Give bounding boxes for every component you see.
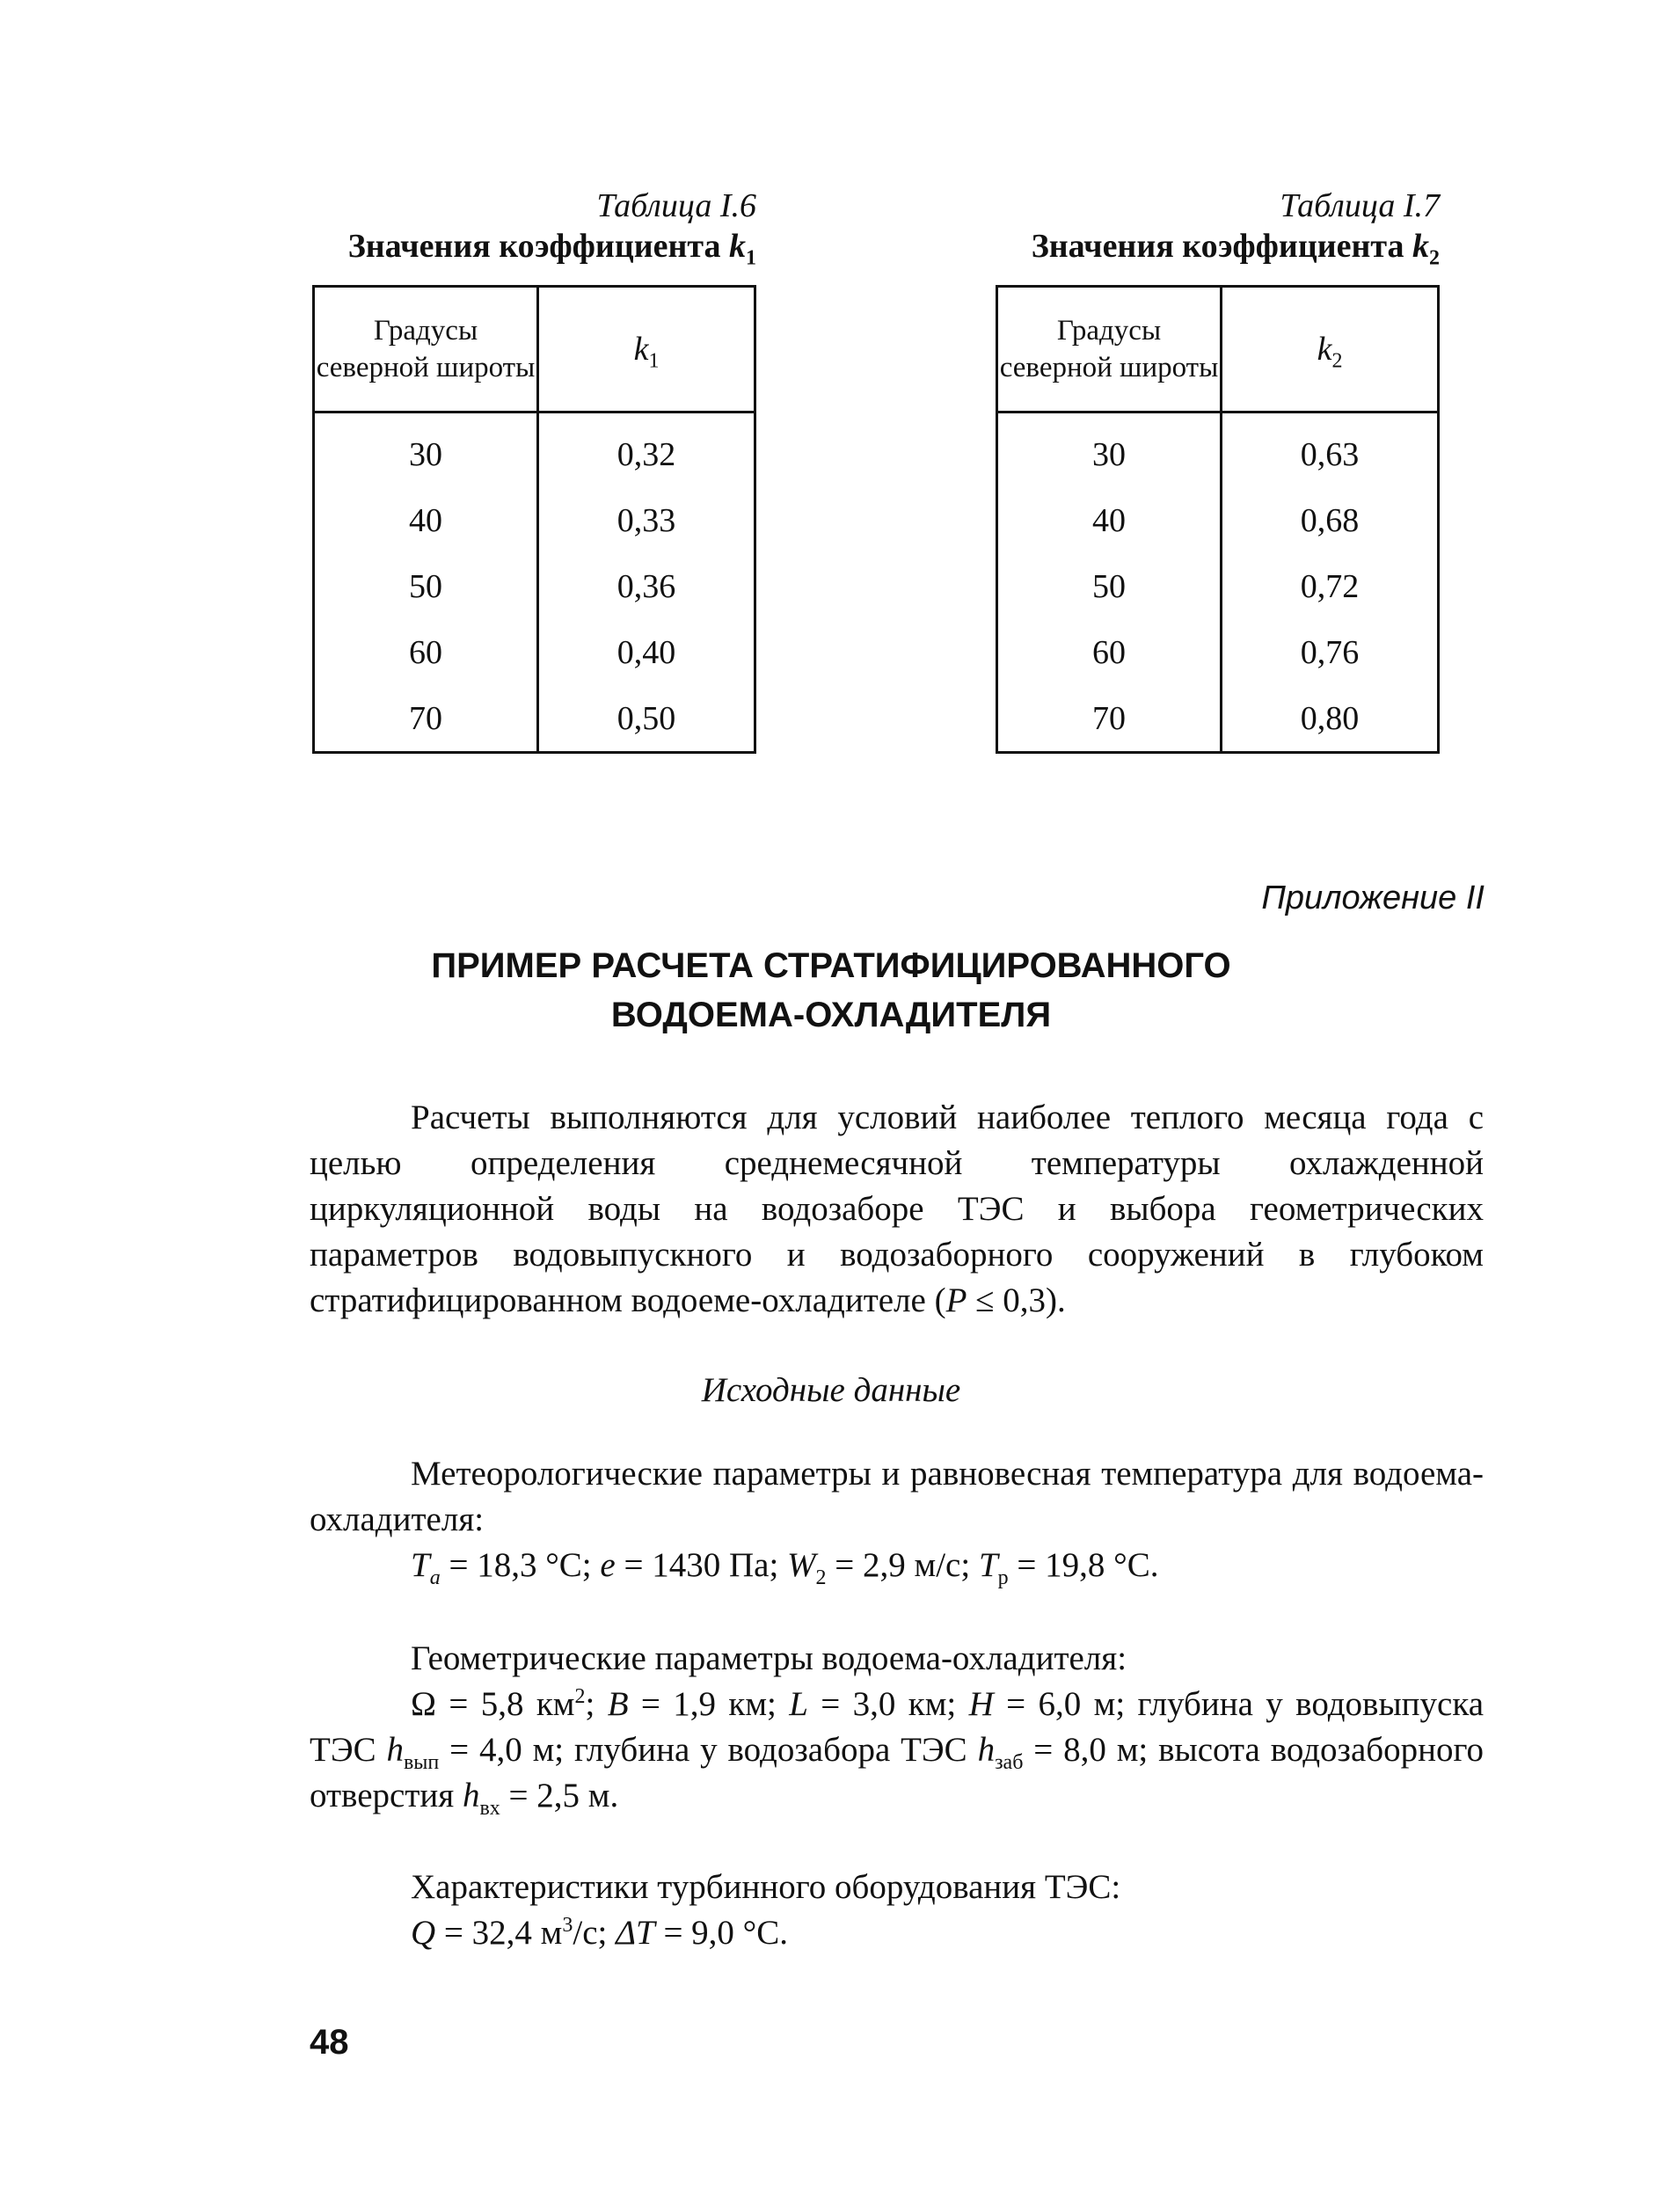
geometry-intro: Геометрические параметры водоема-охладителя:	[411, 1639, 1127, 1677]
latitude-cell: 30	[314, 412, 538, 488]
header-coefficient: $k_1$	[538, 287, 755, 412]
coef-symbol: k	[729, 228, 746, 265]
coef-symbol: k	[1412, 228, 1429, 265]
coefficient-cell: 0,40	[538, 619, 755, 685]
coef-subscript: 2	[1429, 246, 1440, 270]
turbine-section	[310, 1865, 1484, 1956]
geometry-section	[310, 1636, 1484, 1819]
latitude-cell: 30	[997, 412, 1222, 488]
coefficient-table-k1	[312, 285, 756, 754]
table-row	[997, 553, 1439, 619]
table-label: Таблица I.7	[1280, 187, 1440, 224]
meteo-values: $T_a = 18,3$ °C; e = 1430 Па; $W_2 = 2,9$ м/с; $T_р = 19,8$ °C.	[411, 1546, 1159, 1589]
intro-condition: ≤ 0,3).	[967, 1281, 1066, 1319]
header-latitude: Градусы северной широты	[997, 287, 1222, 412]
latitude-cell: 60	[314, 619, 538, 685]
table-block-2	[996, 186, 1440, 754]
table-row	[314, 487, 755, 553]
coefficient-cell: 0,50	[538, 685, 755, 753]
coefficient-cell: 0,36	[538, 553, 755, 619]
intro-text: Расчеты выполняются для условий наиболее теплого месяца года с целью определения среднемесячной температуры охлажденной циркуляционной воды на водозаборе ТЭС и выбора геометрических параметров водовыпускного и водозаборного сооружений в глубоком стратифицированном водоеме-охладителе (	[310, 1099, 1484, 1319]
heading-line-1: ПРИМЕР РАСЧЕТА СТРАТИФИЦИРОВАННОГО	[431, 946, 1231, 985]
coefficient-cell: 0,68	[1222, 487, 1439, 553]
latitude-cell: 70	[314, 685, 538, 753]
caption-text: Значения коэффициента	[1031, 228, 1404, 265]
coefficient-table-k2	[996, 285, 1440, 754]
meteo-intro: Метеорологические параметры и равновесная температура для водоема-охладителя:	[310, 1455, 1484, 1538]
meteo-section	[310, 1451, 1484, 1588]
header-coefficient: $k_2$	[1222, 287, 1439, 412]
geometry-values: Ω = 5,8 $км^2$; B = 1,9 км; L = 3,0 км; H = 6,0 м; глубина у водовыпуска ТЭС $h_{вып} = 4,0$ м; глубина у водозабора ТЭС $h_{заб} = 8,0$ м; высота водозаборного отверстия $h_{вх} = 2,5$ м.	[310, 1685, 1485, 1820]
latitude-cell: 60	[997, 619, 1222, 685]
table-row	[314, 412, 755, 488]
appendix-label: Приложение II	[1261, 880, 1485, 916]
coefficient-cell: 0,72	[1222, 553, 1439, 619]
table-label: Таблица I.6	[596, 187, 756, 224]
intro-paragraph	[310, 1095, 1484, 1324]
section-heading	[264, 941, 1398, 1040]
table-row	[997, 685, 1439, 753]
coefficient-cell: 0,80	[1222, 685, 1439, 753]
table-row	[314, 553, 755, 619]
table-caption	[312, 225, 756, 270]
subheading: Исходные данные	[701, 1371, 961, 1409]
latitude-cell: 50	[314, 553, 538, 619]
heading-line-2: ВОДОЕМА-ОХЛАДИТЕЛЯ	[610, 996, 1052, 1034]
turbine-values: Q = 32,4 $м^3/с$; ΔT = 9,0 °C.	[411, 1914, 789, 1952]
table-row	[314, 685, 755, 753]
coef-subscript: 1	[746, 246, 756, 270]
table-block-1	[312, 186, 756, 754]
table-row	[314, 619, 755, 685]
table-row	[997, 412, 1439, 488]
caption-text: Значения коэффициента	[347, 228, 721, 265]
coefficient-cell: 0,63	[1222, 412, 1439, 488]
table-row	[997, 487, 1439, 553]
coefficient-cell: 0,33	[538, 487, 755, 553]
latitude-cell: 40	[314, 487, 538, 553]
symbol-p: P	[945, 1281, 967, 1319]
latitude-cell: 50	[997, 553, 1222, 619]
latitude-cell: 70	[997, 685, 1222, 753]
coefficient-cell: 0,76	[1222, 619, 1439, 685]
page-number: 48	[310, 2023, 349, 2062]
turbine-intro: Характеристики турбинного оборудования ТЭС:	[411, 1868, 1121, 1906]
latitude-cell: 40	[997, 487, 1222, 553]
header-latitude: Градусы северной широты	[314, 287, 538, 412]
table-caption	[996, 225, 1440, 270]
table-row	[997, 619, 1439, 685]
coefficient-cell: 0,32	[538, 412, 755, 488]
